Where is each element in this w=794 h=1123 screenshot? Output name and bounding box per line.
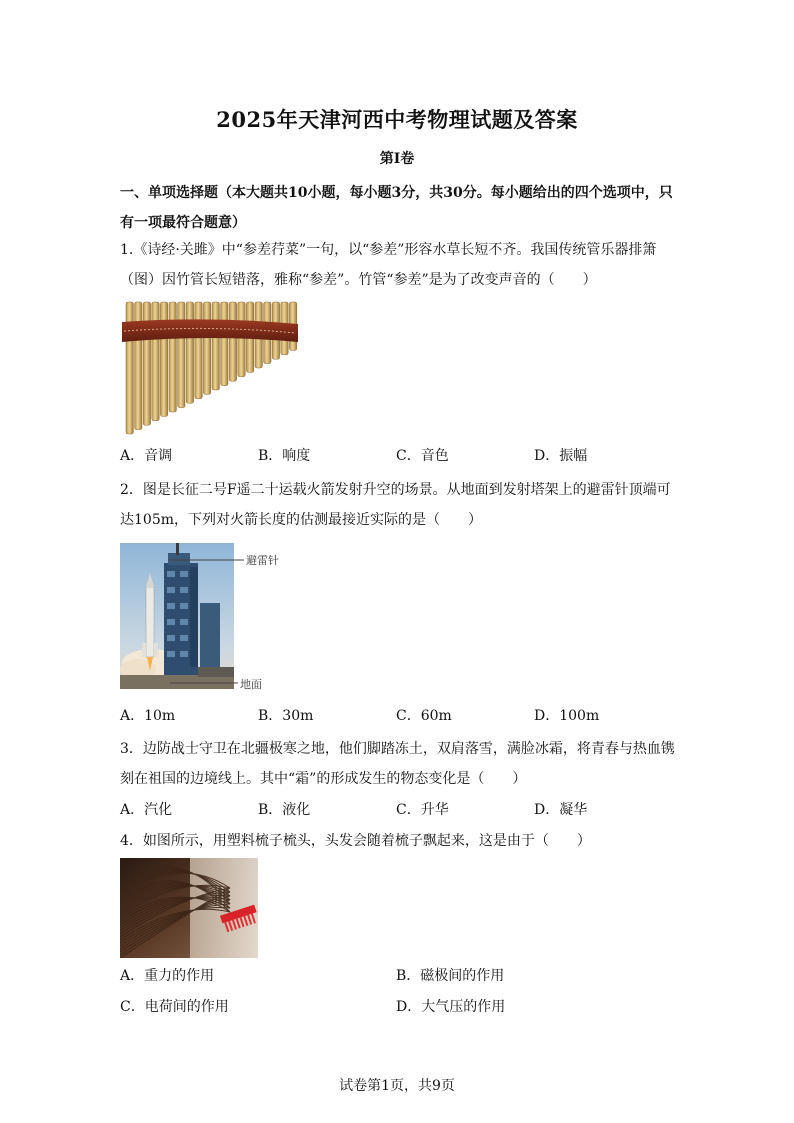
q3-option-b: B．液化 <box>258 802 311 818</box>
q1-option-a: A．音调 <box>120 448 173 464</box>
lightning-rod-label: 避雷针 <box>246 554 279 567</box>
q2-option-c: C．60m <box>396 708 452 724</box>
q3-option-c: C．升华 <box>396 802 449 818</box>
volume-heading: 第Ⅰ卷 <box>379 151 415 167</box>
panpipe-image <box>120 298 300 436</box>
q1-option-b: B．响度 <box>258 448 311 464</box>
q1-option-d: D．振幅 <box>534 448 588 464</box>
page-footer: 试卷第1页，共9页 <box>339 1078 455 1094</box>
question-3-text: 3．边防战士守卫在北疆极寒之地，他们脚踏冻土，双肩落雪，满脸冰霜，将青春与热血镌刻在祖国的边境线上。其中“霜”的形成发生的物态变化是（ ） <box>120 741 675 787</box>
section-heading: 一、单项选择题（本大题共10小题，每小题3分，共30分。每小题给出的四个选项中，只有一项最符合题意） <box>120 185 673 231</box>
q4-option-a: A．重力的作用 <box>120 968 215 984</box>
q2-option-a: A．10m <box>120 708 176 724</box>
q4-option-c: C．电荷间的作用 <box>120 999 229 1015</box>
q1-option-c: C．音色 <box>396 448 449 464</box>
comb-hair-image <box>120 858 258 958</box>
question-1-text: 1.《诗经·关雎》中“参差荇菜”一句，以“参差”形容水草长短不齐。我国传统管乐器排箫（图）因竹管长短错落，雅称“参差”。竹管“参差”是为了改变声音的（ ） <box>120 242 657 288</box>
q4-option-d: D．大气压的作用 <box>396 999 506 1015</box>
q3-option-a: A．汽化 <box>120 802 173 818</box>
page-title: 2025年天津河西中考物理试题及答案 <box>216 107 578 132</box>
q4-option-b: B．磁极间的作用 <box>396 968 505 984</box>
q3-option-d: D．凝华 <box>534 802 588 818</box>
q2-option-b: B．30m <box>258 708 314 724</box>
question-2-text: 2．图是长征二号F遥二十运载火箭发射升空的场景。从地面到发射塔架上的避雷针顶端可达105m，下列对火箭长度的估测最接近实际的是（ ） <box>120 482 671 528</box>
question-4-text: 4．如图所示，用塑料梳子梳头，头发会随着梳子飘起来，这是由于（ ） <box>120 833 591 849</box>
q2-option-d: D．100m <box>534 708 600 724</box>
callout-lines <box>170 552 250 692</box>
ground-label: 地面 <box>240 678 262 691</box>
